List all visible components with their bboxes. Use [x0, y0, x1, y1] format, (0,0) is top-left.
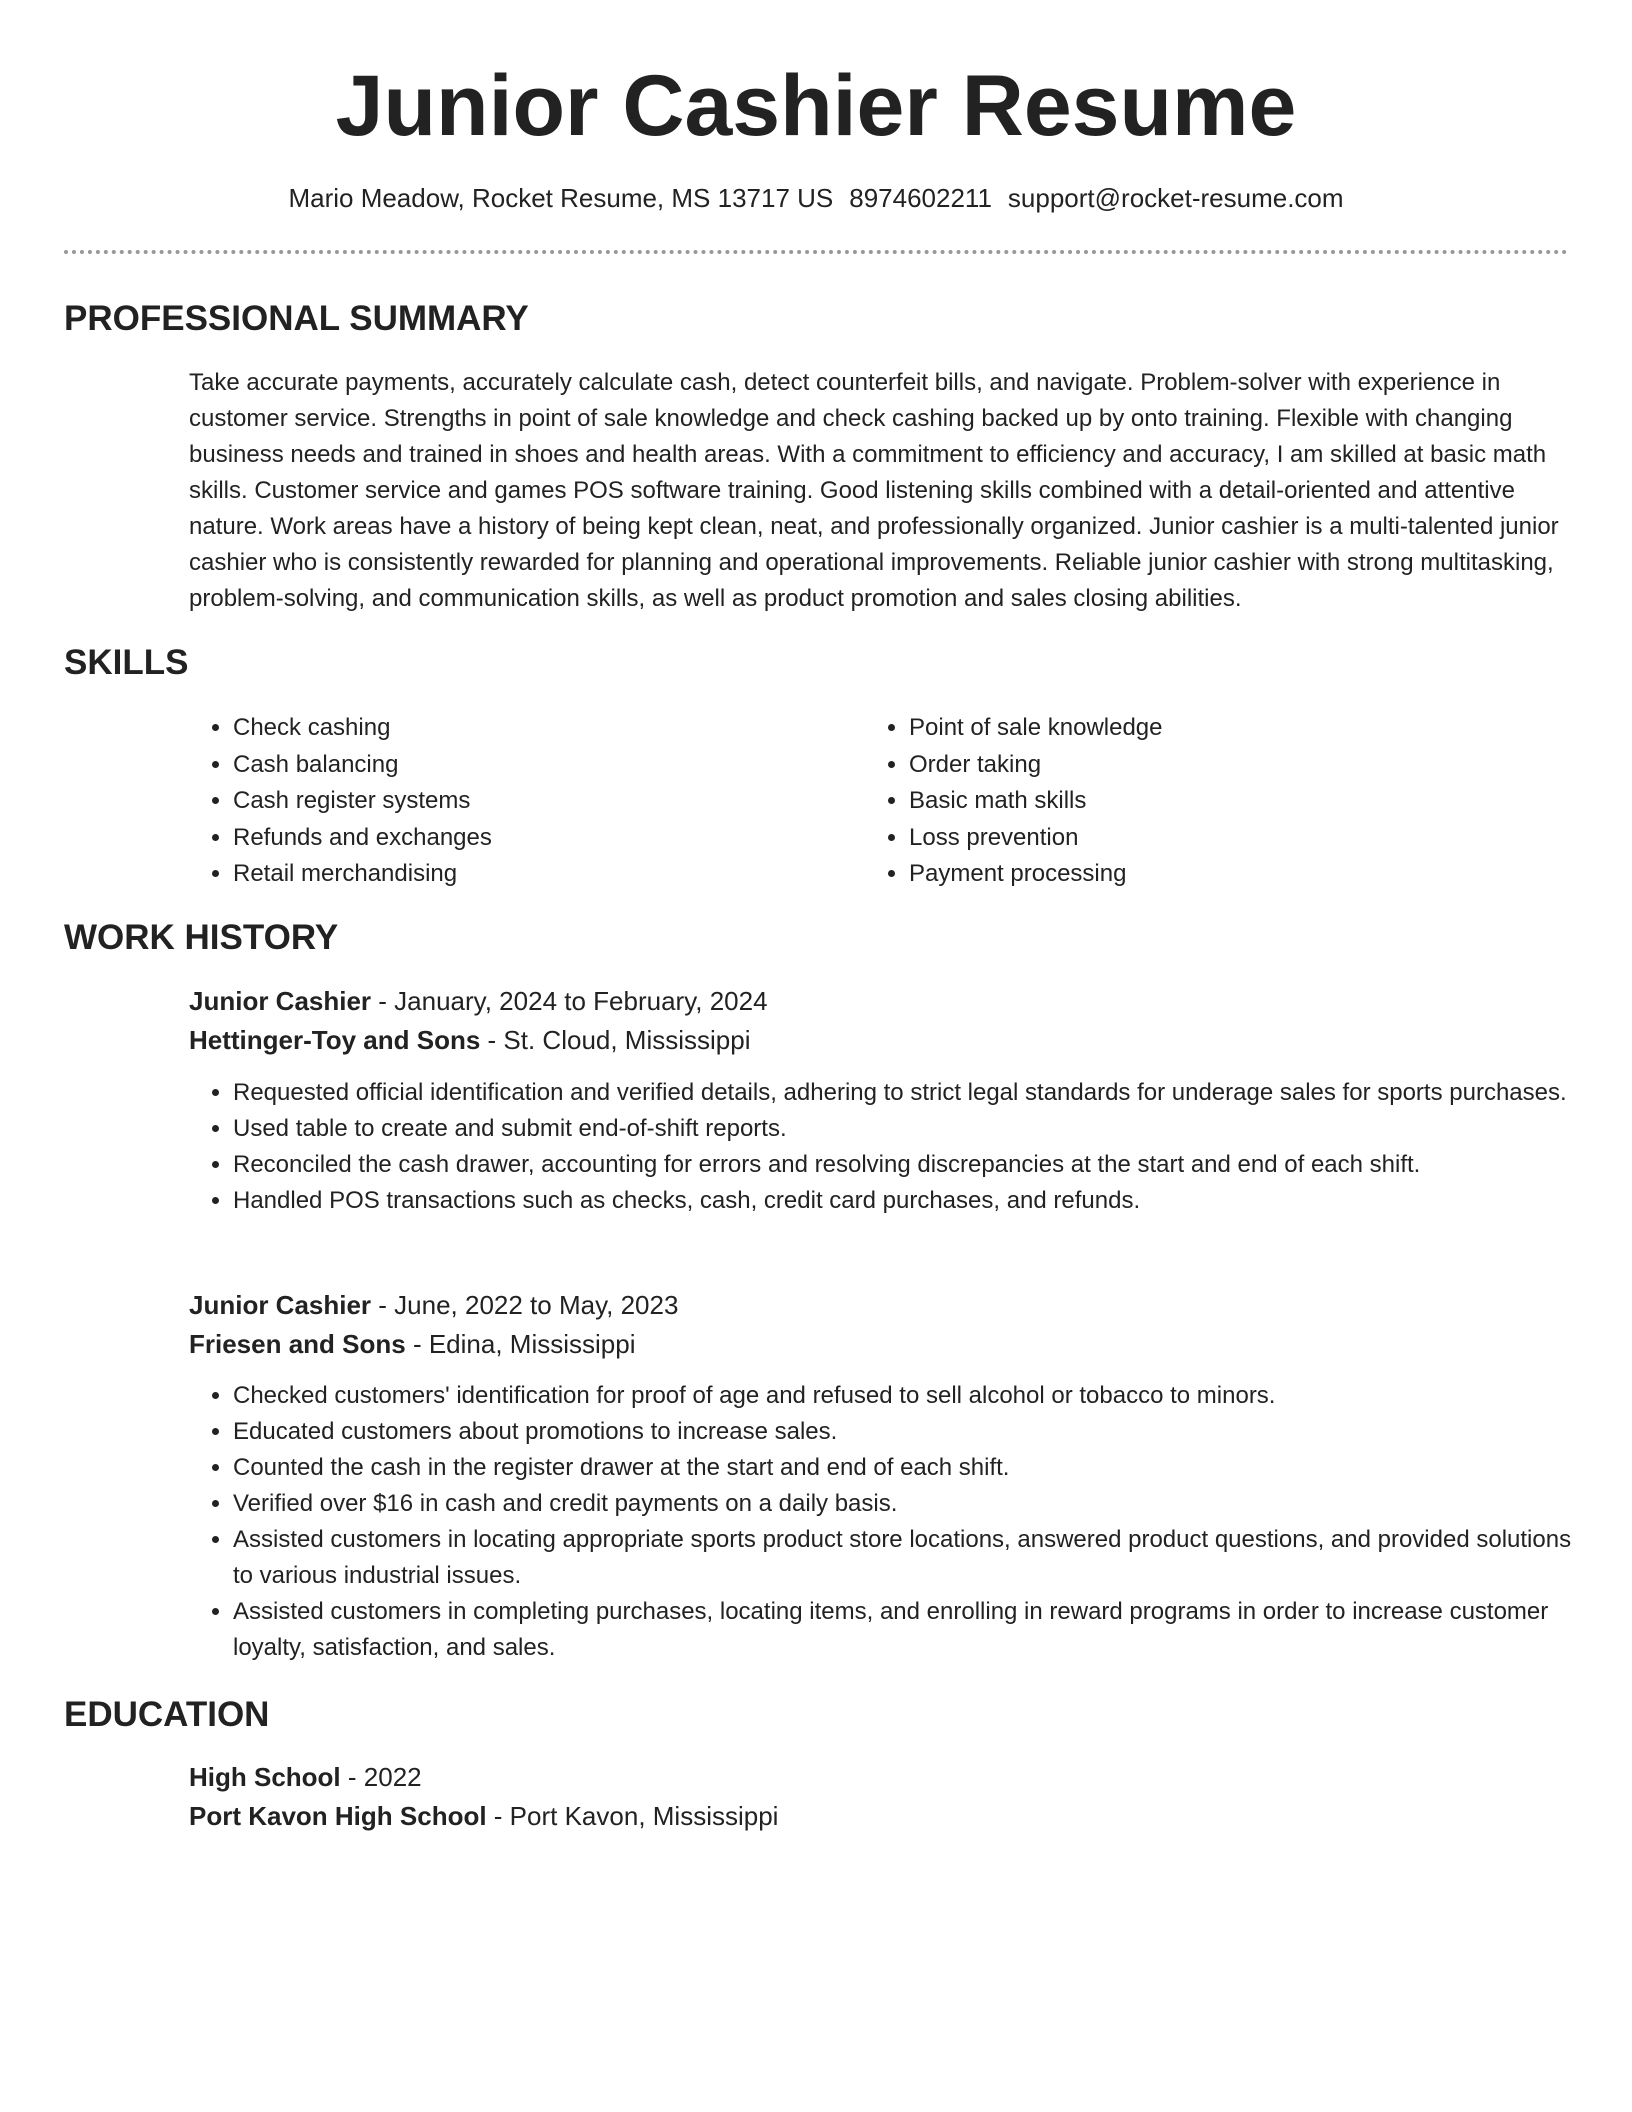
skill-item: • Loss prevention [909, 820, 1509, 857]
job-bullet: • Handled POS transactions such as checks, cash, credit card purchases, and refunds. [233, 1183, 1583, 1219]
job-bullet: • Assisted customers in completing purchases, locating items, and enrolling in reward programs in order to increase customer loyalty, satisfaction, and sales. [233, 1594, 1583, 1666]
job-dates: - January, 2024 to February, 2024 [371, 986, 768, 1016]
skill-item: • Basic math skills [909, 783, 1509, 820]
contact-line [0, 180, 1632, 216]
education-location: - Port Kavon, Mississippi [486, 1801, 779, 1831]
skill-item: • Retail merchandising [233, 856, 833, 893]
job-company-line [189, 1326, 635, 1362]
job-location: - Edina, Mississippi [405, 1329, 636, 1359]
job-title-line [189, 983, 768, 1019]
contact-address: Mario Meadow, Rocket Resume, MS 13717 US [288, 183, 834, 213]
job-bullet: • Assisted customers in locating appropriate sports product store locations, answered product questions, and provided solutions to various industrial issues. [233, 1522, 1583, 1594]
skill-item: • Point of sale knowledge [909, 710, 1509, 747]
job-bullets [189, 1378, 1583, 1666]
education-school: Port Kavon High School [189, 1801, 487, 1831]
education-degree: High School [189, 1762, 341, 1792]
skill-item: • Check cashing [233, 710, 833, 747]
job-title: Junior Cashier [189, 986, 372, 1016]
job-company-line [189, 1022, 751, 1058]
education-degree-line [189, 1759, 422, 1795]
job-title: Junior Cashier [189, 1290, 372, 1320]
job-bullet: • Verified over $16 in cash and credit payments on a daily basis. [233, 1486, 1583, 1522]
contact-email[interactable]: support@rocket-resume.com [1007, 183, 1344, 213]
summary-text: Take accurate payments, accurately calculate cash, detect counterfeit bills, and navigate. Problem-solver with experience in customer service. Strengths in point of sale knowledge and check cashing backed up by onto training. Flexible with changing business needs and trained in shoes and health areas. With a commitment to efficiency and accuracy, I am skilled at basic math skills. Customer service and games POS software training. Good listening skills combined with a detail-oriented and attentive nature. Work areas have a history of being kept clean, neat, and professionally organized. Junior cashier is a multi-talented junior cashier who is consistently rewarded for planning and operational improvements. Reliable junior cashier with strong multitasking, problem-solving, and communication skills, as well as product promotion and sales closing abilities. [189, 369, 1559, 612]
header-divider [64, 250, 1568, 254]
education-school-line [189, 1798, 778, 1834]
job-bullets [189, 1075, 1583, 1219]
education-year: - 2022 [340, 1762, 422, 1792]
skill-item: • Payment processing [909, 856, 1509, 893]
contact-phone: 8974602211 [849, 183, 992, 213]
job-company: Hettinger-Toy and Sons [189, 1025, 481, 1055]
job-location: - St. Cloud, Mississippi [480, 1025, 751, 1055]
skills-heading: SKILLS [64, 643, 189, 682]
education-heading: EDUCATION [64, 1695, 270, 1734]
job-dates: - June, 2022 to May, 2023 [371, 1290, 679, 1320]
job-bullet: • Educated customers about promotions to increase sales. [233, 1414, 1583, 1450]
skills-list-right [865, 710, 1509, 893]
skills-list-left [189, 710, 833, 893]
job-bullet: • Checked customers' identification for proof of age and refused to sell alcohol or tobacco to minors. [233, 1378, 1583, 1414]
job-bullet: • Reconciled the cash drawer, accounting for errors and resolving discrepancies at the start and end of each shift. [233, 1147, 1583, 1183]
job-title-line [189, 1287, 678, 1323]
skill-item: • Cash register systems [233, 783, 833, 820]
summary-heading: PROFESSIONAL SUMMARY [64, 299, 529, 338]
skill-item: • Order taking [909, 747, 1509, 784]
skill-item: • Refunds and exchanges [233, 820, 833, 857]
skill-item: • Cash balancing [233, 747, 833, 784]
job-company: Friesen and Sons [189, 1329, 406, 1359]
job-bullet: • Requested official identification and verified details, adhering to strict legal standards for underage sales for sports purchases. [233, 1075, 1583, 1111]
work-history-heading: WORK HISTORY [64, 918, 339, 957]
resume-title: Junior Cashier Resume [335, 58, 1297, 154]
job-bullet: • Counted the cash in the register drawer at the start and end of each shift. [233, 1450, 1583, 1486]
job-bullet: • Used table to create and submit end-of-shift reports. [233, 1111, 1583, 1147]
